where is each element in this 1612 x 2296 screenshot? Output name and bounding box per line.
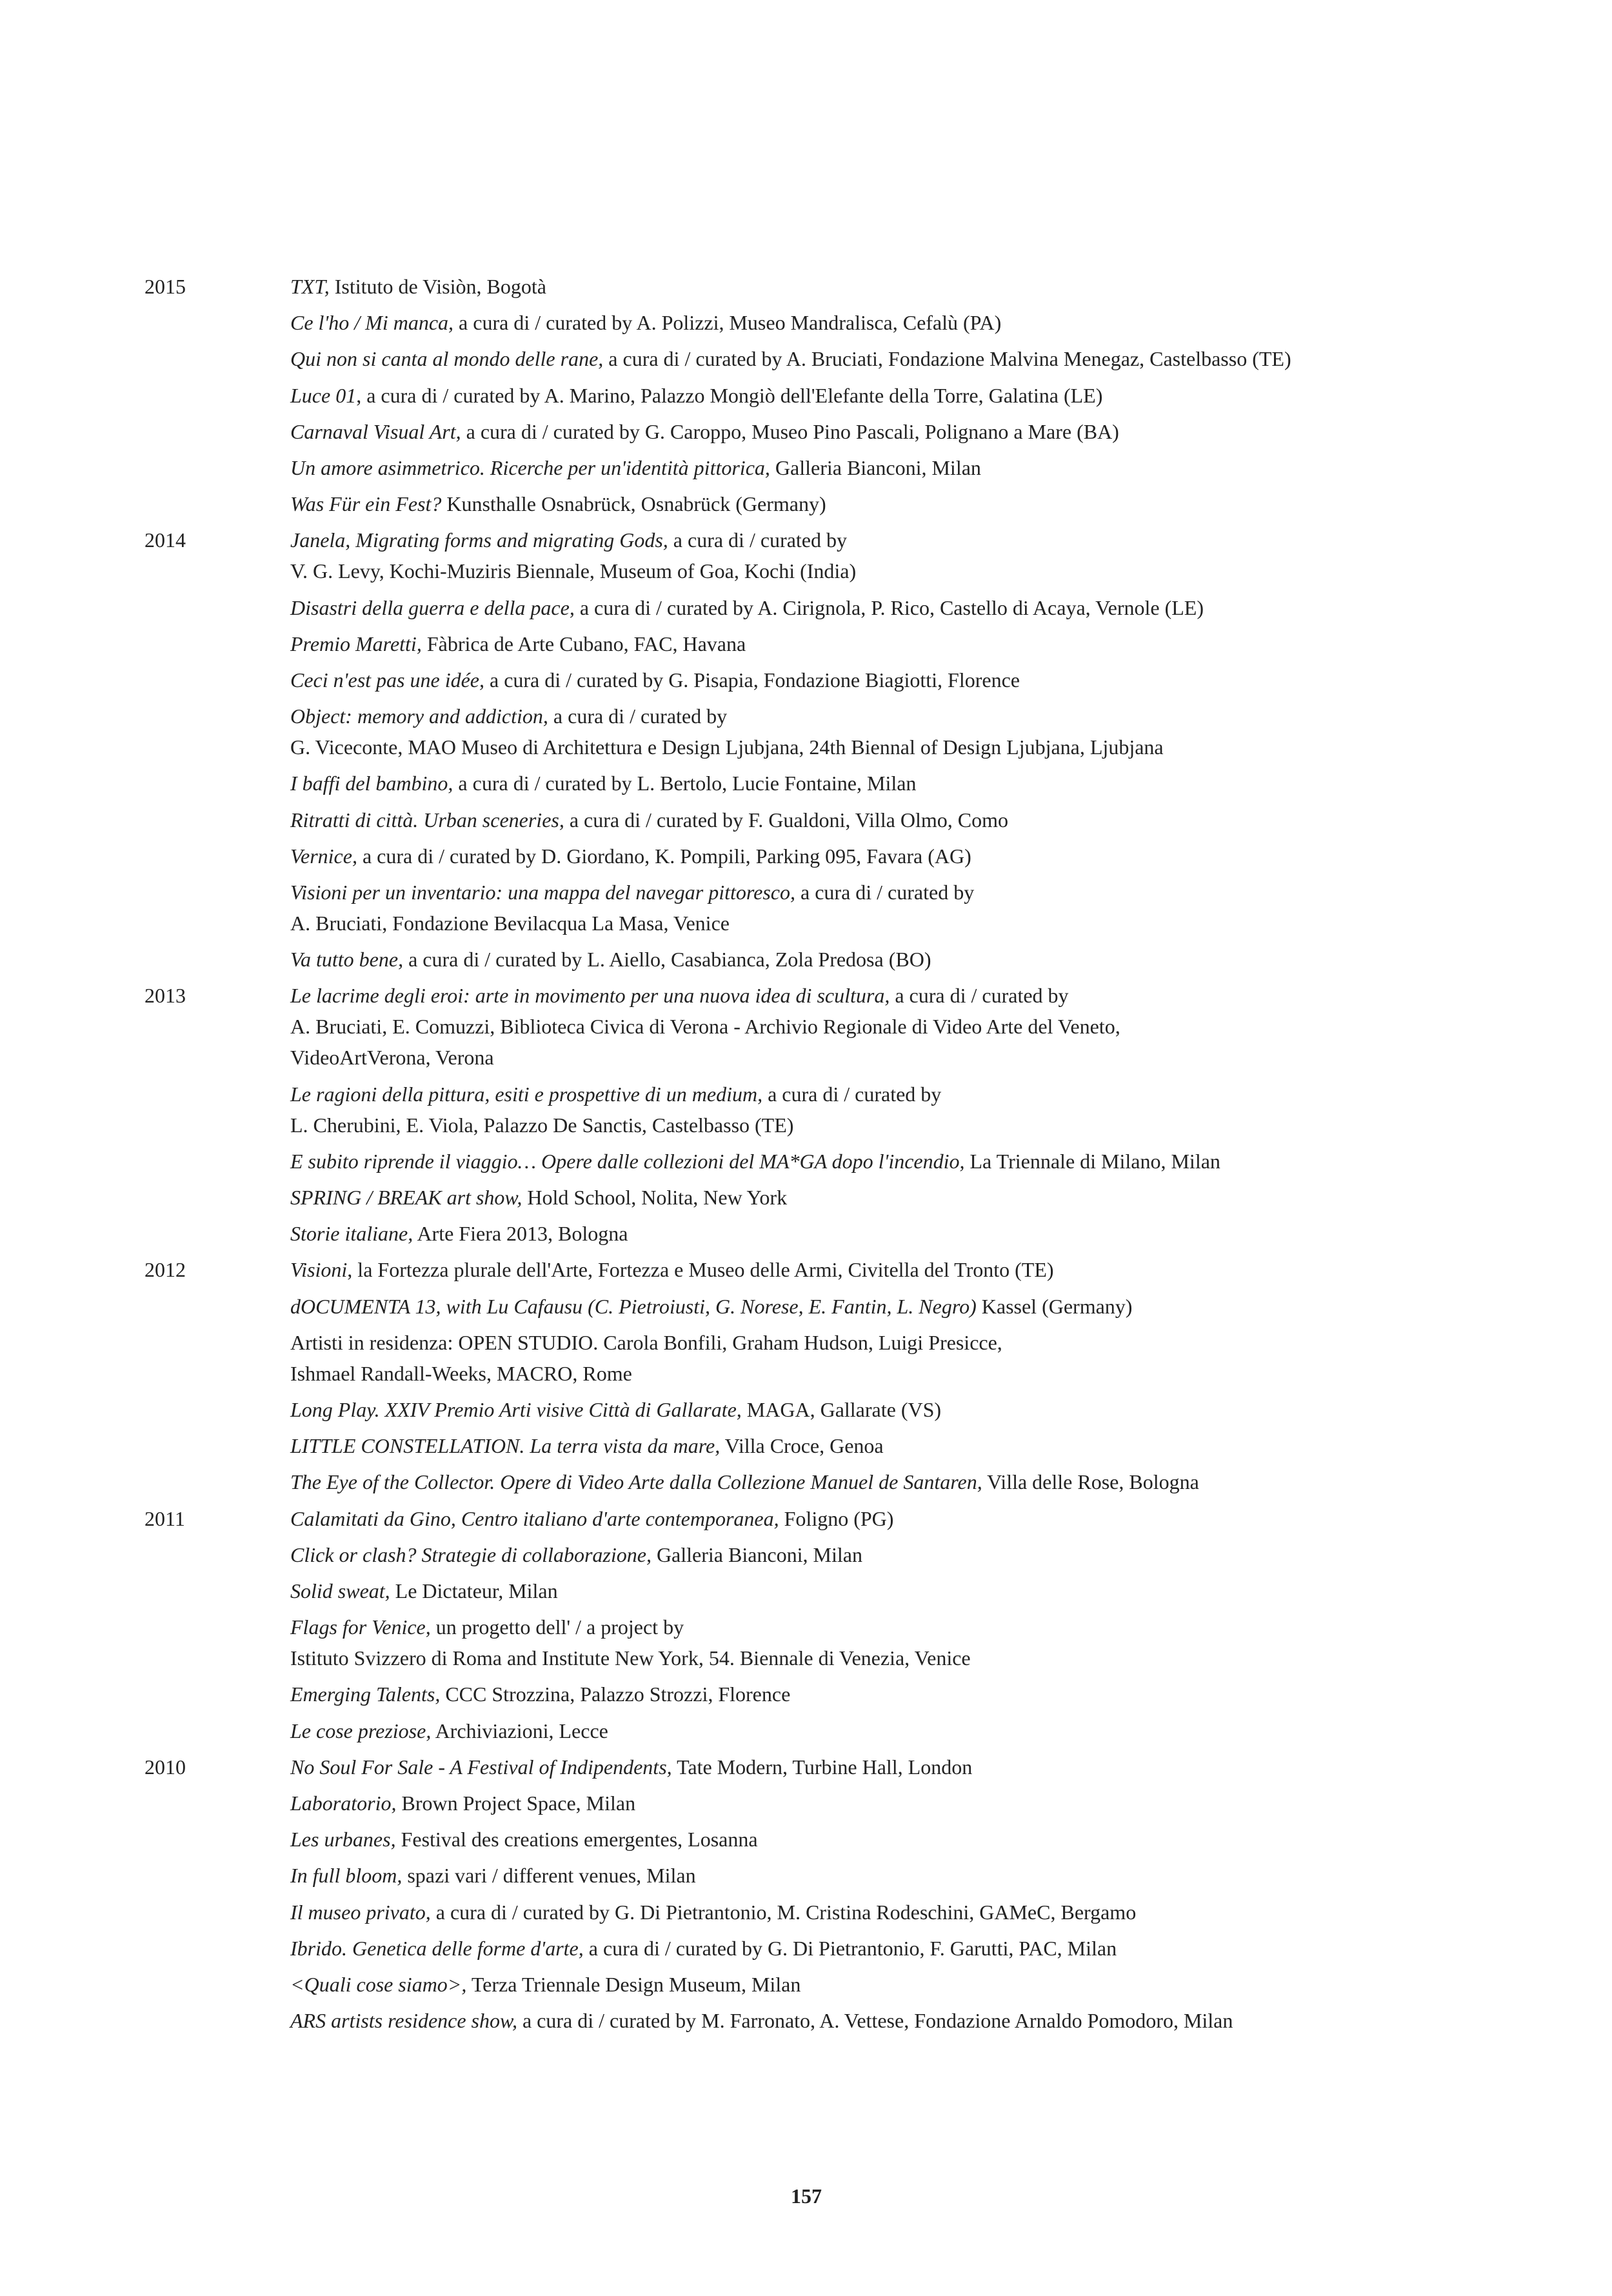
year-label: 2011	[144, 1506, 185, 1530]
exhibition-details: Festival des creations emergentes, Losanna	[395, 1828, 758, 1852]
exhibition-details: G. Viceconte, MAO Museo di Architettura e Design Ljubjana, 24th Biennal of Design Ljubjana, Ljubjana	[290, 735, 1164, 759]
exhibition-entry	[290, 804, 1008, 835]
exhibition-details: a cura di / curated by A. Polizzi, Museo Mandralisca, Cefalù (PA)	[453, 311, 1002, 335]
exhibition-title: Le lacrime degli eroi: arte in movimento per una nuova idea di scultura,	[290, 984, 890, 1008]
exhibition-details: a cura di / curated by G. Di Pietrantonio, M. Cristina Rodeschini, GAMeC, Bergamo	[430, 1900, 1137, 1924]
exhibition-details: A. Bruciati, Fondazione Bevilacqua La Masa, Venice	[290, 912, 730, 935]
exhibition-details: V. G. Levy, Kochi-Muziris Biennale, Museum of Goa, Kochi (India)	[290, 559, 857, 583]
exhibition-title: Storie italiane,	[290, 1222, 413, 1246]
exhibition-title: Solid sweat,	[290, 1579, 390, 1602]
exhibition-title: Calamitati da Gino, Centro italiano d'arte contemporanea,	[290, 1506, 779, 1530]
exhibition-entry	[290, 1860, 696, 1891]
year-label: 2012	[144, 1258, 186, 1282]
exhibition-details: L. Cherubini, E. Viola, Palazzo De Sanctis, Castelbasso (TE)	[290, 1113, 794, 1137]
exhibition-details: Tate Modern, Turbine Hall, London	[672, 1755, 973, 1779]
exhibition-details: Le Dictateur, Milan	[390, 1579, 558, 1602]
exhibition-details: a cura di / curated by M. Farronato, A. Vettese, Fondazione Arnaldo Pomodoro, Milan	[517, 2009, 1233, 2033]
exhibition-details: a cura di / curated by	[548, 704, 728, 728]
exhibition-details: MAGA, Gallarate (VS)	[741, 1398, 942, 1421]
exhibition-entry-continuation	[290, 732, 1164, 763]
exhibition-title: In full bloom,	[290, 1864, 403, 1888]
exhibition-title: Flags for Venice,	[290, 1615, 431, 1639]
exhibition-details: a cura di / curated by G. Caroppo, Museo Pino Pascali, Polignano a Mare (BA)	[461, 419, 1119, 443]
exhibition-entry	[290, 1503, 893, 1534]
exhibition-details: a cura di / curated by	[890, 984, 1069, 1008]
exhibition-title: The Eye of the Collector. Opere di Video Arte dalla Collezione Manuel de Santaren,	[290, 1470, 982, 1494]
year-label: 2013	[144, 984, 186, 1008]
exhibition-entry	[290, 628, 746, 659]
exhibition-title: Long Play. XXIV Premio Arti visive Città di Gallarate,	[290, 1398, 742, 1421]
exhibition-entry	[290, 380, 1102, 411]
exhibition-entry	[290, 1254, 1054, 1285]
exhibition-entry	[290, 1182, 787, 1213]
exhibition-entry	[290, 343, 1291, 374]
exhibition-entry-continuation	[290, 1042, 494, 1073]
exhibition-title: Le cose preziose,	[290, 1719, 432, 1742]
exhibition-title: TXT,	[290, 275, 330, 298]
exhibition-title: Visioni	[290, 1258, 348, 1282]
exhibition-details: a cura di / curated by	[795, 881, 975, 904]
exhibition-title: Ritratti di città. Urban sceneries,	[290, 808, 564, 832]
exhibition-title: <Quali cose siamo>,	[290, 1973, 467, 1996]
exhibition-title: Le ragioni della pittura, esiti e prospettive di un medium,	[290, 1082, 763, 1106]
exhibition-details: Galleria Bianconi, Milan	[651, 1542, 862, 1566]
exhibition-entry-continuation	[290, 1110, 793, 1141]
exhibition-title: Object: memory and addiction,	[290, 704, 548, 728]
exhibition-entry	[290, 488, 826, 519]
exhibition-title: Luce 01	[290, 383, 357, 407]
page-number: 157	[791, 2184, 822, 2208]
exhibition-entry	[290, 592, 1204, 623]
exhibition-entry	[290, 271, 546, 302]
exhibition-details: Kunsthalle Osnabrück, Osnabrück (Germany)	[441, 492, 826, 516]
exhibition-title: SPRING / BREAK art show,	[290, 1186, 522, 1209]
exhibition-entry	[290, 701, 727, 732]
exhibition-entry	[290, 1394, 941, 1425]
exhibition-title: LITTLE CONSTELLATION. La terra vista da mare,	[290, 1434, 721, 1458]
exhibition-title: Premio Maretti,	[290, 632, 422, 655]
exhibition-details: Istituto de Visiòn, Bogotà	[329, 275, 546, 298]
exhibition-details: Hold School, Nolita, New York	[522, 1186, 788, 1209]
year-label: 2010	[144, 1755, 186, 1779]
exhibition-details: Brown Project Space, Milan	[396, 1792, 636, 1815]
exhibition-entry	[290, 524, 847, 555]
year-label: 2014	[144, 528, 186, 552]
exhibition-title: Vernice,	[290, 844, 357, 868]
exhibition-title: Ce l'ho / Mi manca,	[290, 311, 454, 335]
exhibition-title: Laboratorio,	[290, 1792, 397, 1815]
exhibition-title: E subito riprende il viaggio… Opere dalle collezioni del MA*GA dopo l'incendio,	[290, 1149, 965, 1173]
exhibition-details: a cura di / curated by L. Bertolo, Lucie Fontaine, Milan	[453, 772, 917, 795]
exhibition-details: a cura di / curated by F. Gualdoni, Villa Olmo, Como	[564, 808, 1008, 832]
exhibition-details: spazi vari / different venues, Milan	[402, 1864, 696, 1888]
exhibition-entry	[290, 307, 1001, 338]
exhibition-title: Il museo privato,	[290, 1900, 431, 1924]
exhibition-entry-continuation	[290, 555, 856, 586]
exhibition-entry	[290, 1715, 608, 1746]
exhibition-details: Archiviazioni, Lecce	[431, 1719, 608, 1742]
exhibition-details: Kassel (Germany)	[976, 1294, 1133, 1318]
exhibition-entry	[290, 980, 1069, 1011]
exhibition-details: Terza Triennale Design Museum, Milan	[466, 1973, 801, 1996]
exhibition-title: Visioni per un inventario: una mappa del navegar pittoresco,	[290, 881, 795, 904]
exhibition-details: VideoArtVerona, Verona	[290, 1046, 494, 1070]
exhibition-title: Ibrido. Genetica delle forme d'arte,	[290, 1936, 584, 1960]
exhibition-entry	[290, 1679, 790, 1710]
exhibition-entry	[290, 452, 981, 483]
exhibition-entry	[290, 1824, 758, 1855]
exhibition-entry	[290, 944, 931, 975]
exhibition-details: Villa Croce, Genoa	[720, 1434, 884, 1458]
exhibition-details: a cura di / curated by A. Cirignola, P. Rico, Castello di Acaya, Vernole (LE)	[574, 595, 1204, 619]
exhibition-title: Les urbanes,	[290, 1828, 396, 1852]
exhibition-entry	[290, 841, 971, 872]
exhibition-title: Carnaval Visual Art,	[290, 419, 461, 443]
exhibition-entry	[290, 1752, 972, 1782]
exhibition-title: No Soul For Sale - A Festival of Indipendents,	[290, 1755, 672, 1779]
exhibition-details: a cura di / curated by A. Bruciati, Fondazione Malvina Menegaz, Castelbasso (TE)	[603, 347, 1291, 371]
exhibition-entry	[290, 1933, 1117, 1964]
exhibition-details: a cura di / curated by G. Pisapia, Fondazione Biagiotti, Florence	[484, 668, 1020, 692]
exhibition-details: Arte Fiera 2013, Bologna	[413, 1222, 628, 1246]
exhibition-details: Artisti in residenza: OPEN STUDIO. Carola Bonfili, Graham Hudson, Luigi Presicce,	[290, 1330, 1002, 1354]
exhibition-entry	[290, 416, 1119, 447]
exhibition-title: Va tutto bene,	[290, 948, 404, 972]
exhibition-details: A. Bruciati, E. Comuzzi, Biblioteca Civica di Verona - Archivio Regionale di Video Arte del Veneto,	[290, 1015, 1120, 1039]
exhibition-title: I baffi del bambino,	[290, 772, 453, 795]
exhibition-entry	[290, 1146, 1220, 1177]
exhibition-title: Emerging Talents,	[290, 1682, 441, 1706]
exhibition-details: , la Fortezza plurale dell'Arte, Fortezza e Museo delle Armi, Civitella del Tronto (TE)	[347, 1258, 1054, 1282]
exhibition-entry	[290, 1897, 1136, 1928]
exhibition-details: a cura di / curated by	[762, 1082, 942, 1106]
year-label: 2015	[144, 275, 186, 298]
exhibition-title: Qui non si canta al mondo delle rane,	[290, 347, 604, 371]
exhibition-details: a cura di / curated by G. Di Pietrantonio, F. Garutti, PAC, Milan	[583, 1936, 1117, 1960]
exhibition-title: Was Für ein Fest?	[290, 492, 442, 516]
exhibition-title: ARS artists residence show,	[290, 2009, 517, 2033]
exhibition-entry	[290, 1612, 684, 1642]
exhibition-entry	[290, 1079, 941, 1110]
exhibition-entry	[290, 877, 974, 908]
exhibition-details: Ishmael Randall-Weeks, MACRO, Rome	[290, 1361, 632, 1385]
exhibition-details: La Triennale di Milano, Milan	[964, 1149, 1220, 1173]
exhibition-details: Galleria Bianconi, Milan	[770, 456, 981, 479]
exhibition-title: Disastri della guerra e della pace,	[290, 595, 575, 619]
exhibition-entry-continuation	[290, 1642, 971, 1673]
exhibition-details: CCC Strozzina, Palazzo Strozzi, Florence	[440, 1682, 791, 1706]
exhibition-title: Un amore asimmetrico. Ricerche per un'identità pittorica,	[290, 456, 770, 479]
exhibition-entry	[290, 1291, 1132, 1322]
exhibition-entry	[290, 2005, 1233, 2036]
exhibition-details: un progetto dell' / a project by	[430, 1615, 684, 1639]
exhibition-details: , a cura di / curated by A. Marino, Palazzo Mongiò dell'Elefante della Torre, Galatina (LE)	[356, 383, 1103, 407]
exhibition-entry	[290, 1575, 558, 1606]
exhibition-entry	[290, 1218, 628, 1249]
exhibition-details: a cura di / curated by	[668, 528, 847, 552]
exhibition-entry	[290, 1539, 862, 1570]
exhibition-entry-continuation	[290, 908, 730, 939]
exhibition-title: Click or clash? Strategie di collaborazione,	[290, 1542, 652, 1566]
exhibition-entry	[290, 1969, 801, 2000]
exhibition-details: Villa delle Rose, Bologna	[982, 1470, 1199, 1494]
exhibition-details: Istituto Svizzero di Roma and Institute New York, 54. Biennale di Venezia, Venice	[290, 1646, 971, 1670]
exhibition-details: a cura di / curated by D. Giordano, K. Pompili, Parking 095, Favara (AG)	[357, 844, 971, 868]
exhibition-entry	[290, 1430, 884, 1461]
exhibition-details: a cura di / curated by L. Aiello, Casabianca, Zola Predosa (BO)	[403, 948, 931, 972]
exhibition-details: Fàbrica de Arte Cubano, FAC, Havana	[421, 632, 746, 655]
exhibition-details: Foligno (PG)	[779, 1506, 894, 1530]
exhibition-title: dOCUMENTA 13, with Lu Cafausu (C. Pietroiusti, G. Norese, E. Fantin, L. Negro)	[290, 1294, 977, 1318]
exhibition-entry	[290, 768, 916, 799]
exhibition-entry	[290, 1327, 1002, 1358]
exhibition-entry-continuation	[290, 1011, 1120, 1042]
exhibition-title: Ceci n'est pas une idée,	[290, 668, 484, 692]
exhibition-title: Janela, Migrating forms and migrating Gods,	[290, 528, 668, 552]
exhibition-entry	[290, 1788, 635, 1819]
exhibition-entry-continuation	[290, 1358, 632, 1389]
exhibition-entry	[290, 664, 1020, 695]
exhibition-entry	[290, 1466, 1199, 1497]
